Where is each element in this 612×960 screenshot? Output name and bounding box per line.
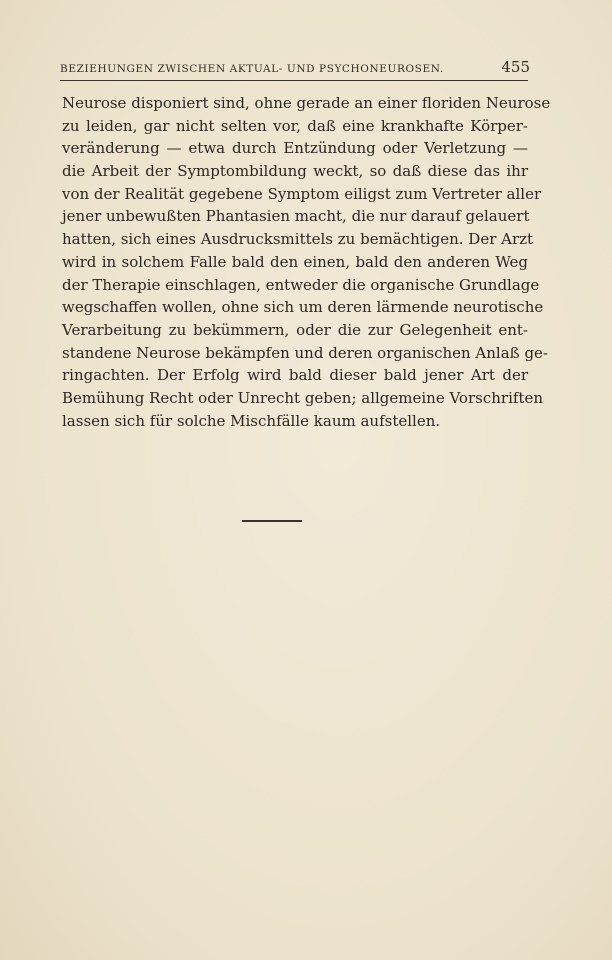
text-line: lassen sich für solche Mischfälle kaum aufstellen. (62, 411, 441, 430)
header-rule (60, 80, 528, 81)
text-line: ringachten. Der Erfolg wird bald dieser bald jener Art der (62, 366, 528, 385)
text-line: veränderung — etwa durch Entzündung oder Verletzung — (62, 139, 528, 158)
text-line: der Therapie einschlagen, entweder die organische Grundlage (62, 275, 540, 294)
text-line: standene Neurose bekämpfen und deren organischen Anlaß ge- (62, 343, 548, 362)
text-line: Bemühung Recht oder Unrecht geben; allgemeine Vorschriften (62, 388, 543, 407)
text-line: Verarbeitung zu bekümmern, oder die zur Gelegenheit ent- (62, 320, 528, 339)
page-number: 455 (501, 58, 530, 76)
text-line: wird in solchem Falle bald den einen, bald den anderen Weg (62, 252, 528, 271)
running-title: BEZIEHUNGEN ZWISCHEN AKTUAL- UND PSYCHONEUROSEN. (60, 63, 444, 75)
text-line: von der Realität gegebene Symptom eiligst zum Vertreter aller (62, 184, 542, 203)
section-end-rule (242, 520, 302, 522)
text-line: wegschaffen wollen, ohne sich um deren lärmende neurotische (62, 298, 544, 317)
text-line: hatten, sich eines Ausdrucksmittels zu bemächtigen. Der Arzt (62, 230, 534, 249)
text-line: Neurose disponiert sind, ohne gerade an einer floriden Neurose (62, 94, 551, 112)
body-paragraph (62, 92, 551, 432)
text-line: jener unbewußten Phantasien macht, die nur darauf gelauert (62, 207, 530, 226)
text-line: die Arbeit der Symptombildung weckt, so daß diese das ihr (62, 162, 528, 181)
running-head (60, 58, 530, 80)
text-line: zu leiden, gar nicht selten vor, daß eine krankhafte Körper- (62, 116, 528, 135)
